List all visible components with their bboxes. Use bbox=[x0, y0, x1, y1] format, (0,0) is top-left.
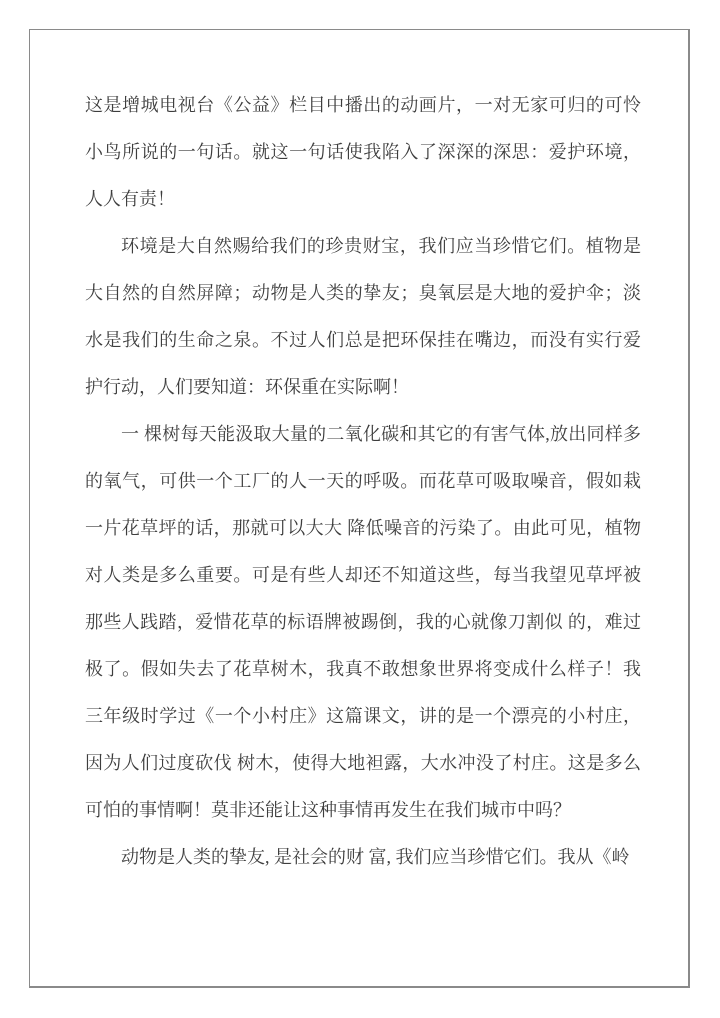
paragraph-4: 动物是人类的挚友, 是社会的财 富, 我们应当珍惜它们。我从《岭 bbox=[121, 847, 630, 867]
page-border bbox=[29, 29, 690, 988]
document-content bbox=[85, 82, 641, 881]
paragraph-3: 一 棵树每天能汲取大量的二氧化碳和其它的有害气体,放出同样多的氧气，可供一个工厂的人一天的呼吸。而花草可吸取噪音，假如栽一片花草坪的话，那就可以大大 降低噪音的污染了。由此可见，植物对人类是多么重要。可是有些人却还不知道这些，每当我望见草坪被那些人践踏，爱惜花草的标语牌被踢倒，我的心就像刀割似 的，难过极了。假如失去了花草树木，我真不敢想象世界将变成什么样子！我三年级时学过《一个小村庄》这篇课文，讲的是一个漂亮的小村庄，因为人们过度砍伐 树木，使得大地袒露，大水冲没了村庄。这是多么可怕的事情啊！莫非还能让这种事情再发生在我们城市中吗？ bbox=[85, 424, 641, 820]
paragraph-2: 环境是大自然赐给我们的珍贵财宝，我们应当珍惜它们。植物是大自然的自然屏障；动物是人类的挚友；臭氧层是大地的爱护伞；淡水是我们的生命之泉。不过人们总是把环保挂在嘴边，而没有实行爱护行动，人们要知道：环保重在实际啊！ bbox=[85, 236, 641, 397]
paragraph-1: 这是增城电视台《公益》栏目中播出的动画片，一对无家可归的可怜小鸟所说的一句话。就这一句话使我陷入了深深的深思：爱护环境，人人有责！ bbox=[85, 95, 641, 209]
